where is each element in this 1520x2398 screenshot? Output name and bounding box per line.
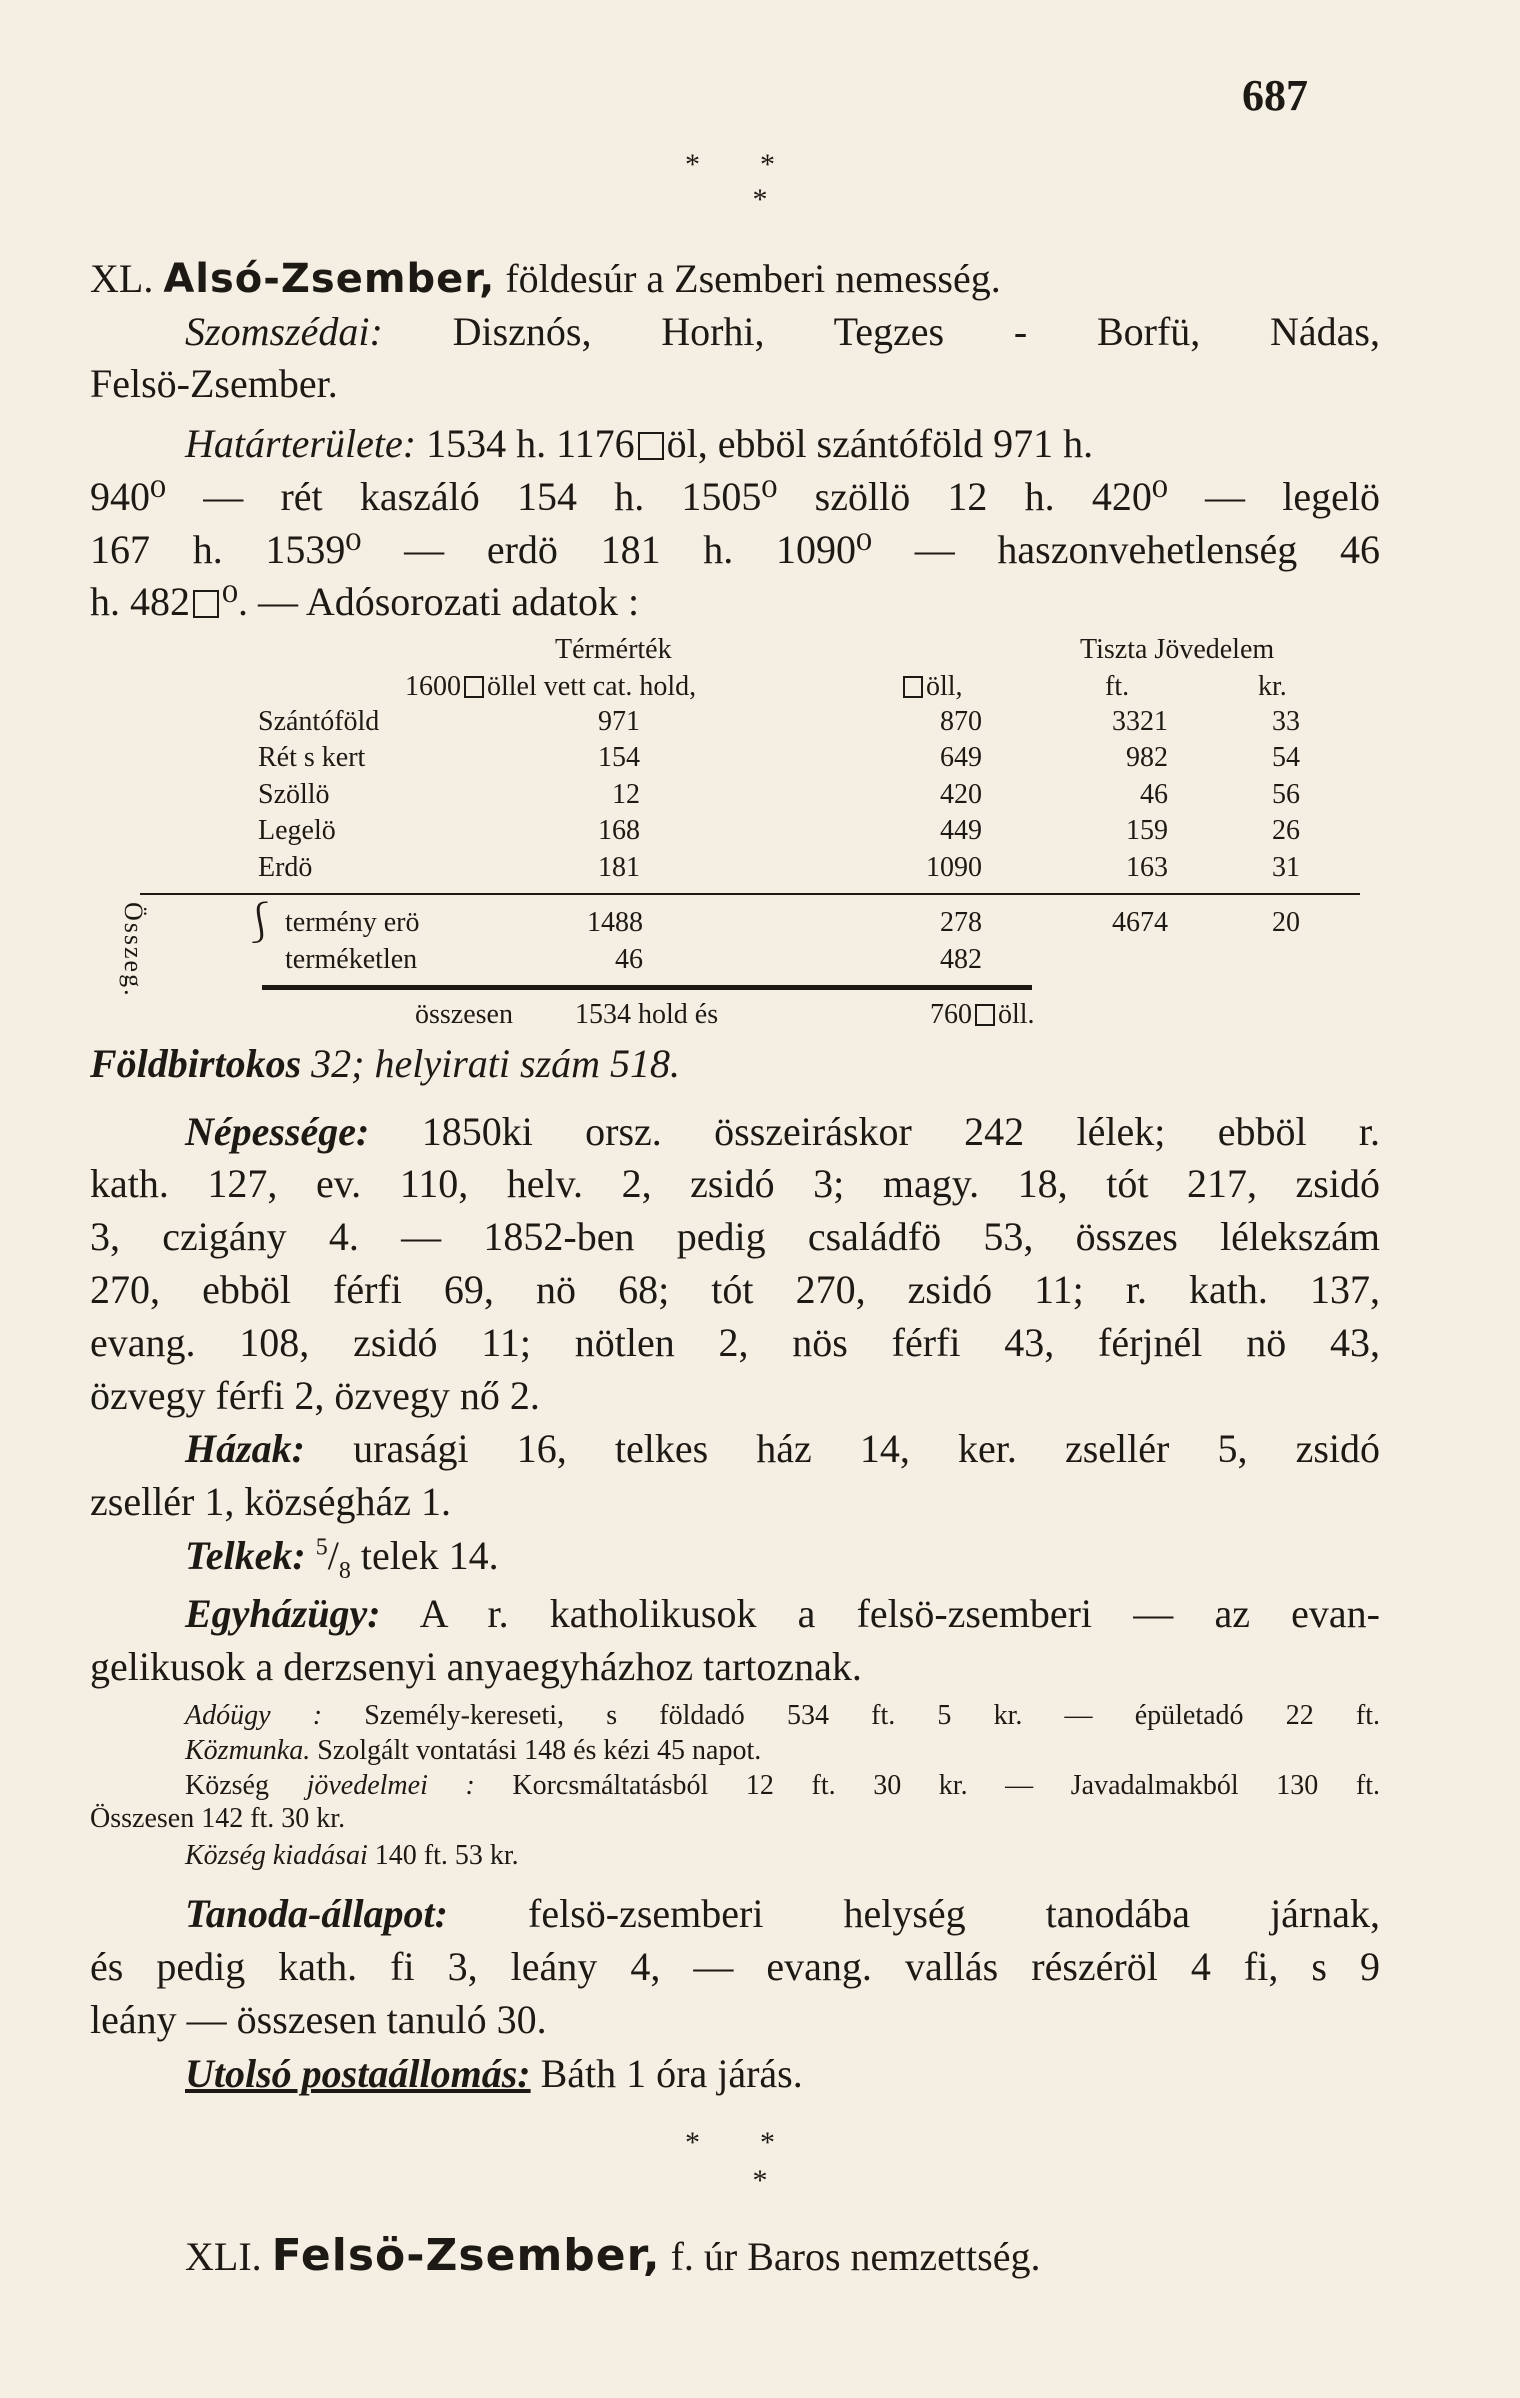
village-income-label-2: jövedelmei : [306, 1770, 475, 1801]
sum-row-label: termény erö [285, 907, 420, 938]
table-cell-ol: 420 [940, 779, 982, 810]
table-row-label: Erdö [258, 852, 313, 883]
landowners-line [90, 1040, 1380, 1088]
table-subhead [405, 672, 696, 702]
table-row-label: Szántóföld [258, 706, 380, 737]
post-office-label: Utolsó postaállomás: [185, 2051, 531, 2096]
table-cell-hold: 181 [598, 852, 640, 883]
population-line-6: özvegy férfi 2, özvegy nő 2. [90, 1373, 540, 1418]
page-number: 687 [1242, 71, 1308, 120]
sum-cell-ol: 482 [940, 944, 982, 975]
total-ol-unit: öll. [998, 999, 1035, 1030]
total-ol-value: 760 [930, 999, 972, 1030]
sum-cell-ol: 278 [940, 907, 982, 938]
school-line-1 [185, 1890, 1380, 1938]
subhead-text: öllel vett cat. hold, [487, 671, 697, 702]
houses-text: urasági 16, telkes ház 14, ker. zsellér 5, zsidó [353, 1426, 1381, 1471]
sum-row-label: terméketlen [285, 944, 418, 975]
area-line-2: 940⁰ — rét kaszáló 154 h. 1505⁰ szöllö 12 h. 420⁰ — legelö [90, 474, 1380, 519]
village-expense-text: 140 ft. 53 kr. [374, 1840, 519, 1871]
houses-line-2: zsellér 1, községház 1. [90, 1479, 451, 1524]
star-glyph: * [760, 148, 835, 181]
star-glyph: * [685, 148, 760, 181]
star-glyph: * [752, 2164, 768, 2197]
area-line-4 [90, 578, 1380, 626]
table-cell-ft: 159 [1126, 815, 1168, 846]
ornament-star-center-bottom [0, 2166, 1520, 2196]
ornament-stars-bottom [0, 2128, 1520, 2158]
section-number: XL. [90, 256, 154, 301]
area-text: ⁰. — Adósorozati adatok : [222, 579, 640, 624]
sum-side-label: Összeg. [119, 902, 148, 998]
population-line-2: kath. 127, ev. 110, helv. 2, zsidó 3; magy. 18, tót 217, zsidó [90, 1161, 1380, 1206]
table-cell-hold: 12 [612, 779, 640, 810]
church-text: A r. katholikusok a felsö-zsemberi — az evan- [419, 1591, 1380, 1636]
star-glyph: * [752, 183, 768, 216]
village-income-line [185, 1770, 1380, 1802]
population-label: Népessége: [185, 1109, 370, 1154]
public-work-label: Közmunka. [185, 1735, 311, 1766]
area-label: Határterülete: [185, 421, 417, 466]
table-subhead-ol [900, 672, 963, 702]
school-line-2: és pedig kath. fi 3, leány 4, — evang. vallás részéröl 4 fi, s 9 [90, 1944, 1380, 1989]
neighbors-label: Szomszédai: [185, 309, 383, 354]
plots-text: telek 14. [360, 1533, 499, 1578]
table-cell-kr: 31 [1272, 852, 1300, 883]
table-cell-ft: 982 [1126, 742, 1168, 773]
area-text: öl, ebböl szántóföld 971 h. [666, 421, 1094, 466]
table-cell-kr: 56 [1272, 779, 1300, 810]
sum-cell-hold: 1488 [587, 907, 643, 938]
table-subhead-ft: ft. [1105, 671, 1130, 702]
area-text: h. 482 [90, 579, 190, 624]
tax-label: Adóügy : [185, 1700, 323, 1731]
total-ol [930, 1000, 1035, 1030]
fraction-numerator: 5 [315, 1534, 328, 1561]
population-line-5: evang. 108, zsidó 11; nötlen 2, nös férfi 43, férjnél nö 43, [90, 1320, 1380, 1365]
tax-text: Személy-kereseti, s földadó 534 ft. 5 kr. — épületadó 22 ft. [364, 1700, 1381, 1731]
area-line-1 [185, 420, 1380, 468]
table-cell-kr: 54 [1272, 742, 1300, 773]
tax-line [185, 1700, 1380, 1732]
square-fathom-icon [193, 590, 219, 618]
table-cell-ft: 46 [1140, 779, 1168, 810]
neighbors-line-2: Felsö-Zsember. [90, 361, 338, 406]
neighbors-line [185, 308, 1380, 356]
star-glyph: * [760, 2126, 835, 2159]
table-row-label: Szöllö [258, 779, 330, 810]
brace-glyph: ⎰ [240, 900, 280, 945]
public-work-text: Szolgált vontatási 148 és kézi 45 napot. [317, 1735, 762, 1766]
table-cell-kr: 33 [1272, 706, 1300, 737]
village-expense-line [185, 1840, 1380, 1872]
table-cell-ol: 870 [940, 706, 982, 737]
school-text: felsö-zsemberi helység tanodába járnak, [528, 1891, 1381, 1936]
total-label: összesen [415, 999, 513, 1030]
fraction-denominator: 8 [338, 1558, 351, 1584]
houses-label: Házak: [185, 1426, 305, 1471]
table-cell-hold: 971 [598, 706, 640, 737]
table-row-label: Legelö [258, 815, 336, 846]
table-cell-ol: 449 [940, 815, 982, 846]
square-fathom-icon [975, 1004, 995, 1026]
village-name: Alsó-Zsember, [163, 256, 496, 302]
subhead-text: öll, [926, 671, 963, 702]
table-cell-hold: 154 [598, 742, 640, 773]
population-line-4: 270, ebböl férfi 69, nö 68; tót 270, zsidó 11; r. kath. 137, [90, 1267, 1380, 1312]
star-glyph: * [685, 2126, 760, 2159]
village-income-text: Korcsmáltatásból 12 ft. 30 kr. — Javadalmakból 130 ft. [512, 1770, 1380, 1801]
total-value: 1534 hold és [575, 999, 719, 1030]
table-head-area: Térmérték [555, 634, 672, 665]
school-label: Tanoda-állapot: [185, 1891, 448, 1936]
sum-underline [262, 985, 1032, 990]
subhead-number: 1600 [405, 671, 461, 702]
village-expense-label: Község kiadásai [185, 1840, 368, 1871]
table-cell-ft: 3321 [1112, 706, 1168, 737]
table-cell-ol: 1090 [926, 852, 982, 883]
sum-cell-kr: 20 [1272, 907, 1300, 938]
owner-text: f. úr Baros nemzettség. [670, 2234, 1041, 2279]
houses-line-1 [185, 1425, 1380, 1473]
table-subhead-kr: kr. [1258, 671, 1287, 702]
section-number: XLI. [185, 2234, 262, 2279]
ornament-stars-top [0, 150, 1520, 180]
landowners-text: 32; helyirati szám 518. [311, 1041, 681, 1086]
square-fathom-icon [464, 676, 484, 698]
plots-line [185, 1532, 1380, 1595]
church-label: Egyházügy: [185, 1591, 381, 1636]
table-cell-kr: 26 [1272, 815, 1300, 846]
table-divider [140, 893, 1360, 895]
population-line-1 [185, 1108, 1380, 1156]
population-line-3: 3, czigány 4. — 1852-ben pedig családfö 53, összes lélekszám [90, 1214, 1380, 1259]
plots-label: Telkek: [185, 1533, 306, 1578]
sum-cell-ft: 4674 [1112, 907, 1168, 938]
public-work-line [185, 1735, 1380, 1767]
population-text: 1850ki orsz. összeiráskor 242 lélek; ebböl r. [421, 1109, 1381, 1154]
square-fathom-icon [638, 432, 664, 460]
village-income-total: Összesen 142 ft. 30 kr. [90, 1803, 346, 1834]
neighbors-text: Disznós, Horhi, Tegzes - Borfü, Nádas, [452, 309, 1380, 354]
owner-text: földesúr a Zsemberi nemesség. [505, 256, 1001, 301]
ornament-star-center [0, 185, 1520, 215]
landowners-label: Földbirtokos [90, 1041, 302, 1086]
area-line-3: 167 h. 1539⁰ — erdö 181 h. 1090⁰ — haszonvehetlenség 46 [90, 527, 1380, 572]
church-line-1 [185, 1590, 1380, 1638]
section-heading-41 [185, 2232, 1380, 2281]
school-line-3: leány — összesen tanuló 30. [90, 1997, 547, 2042]
square-fathom-icon [903, 676, 923, 698]
village-name: Felsö-Zsember, [271, 2230, 661, 2281]
section-heading-40 [90, 255, 1380, 303]
post-office-text: Báth 1 óra járás. [540, 2051, 803, 2096]
table-head-income: Tiszta Jövedelem [1080, 634, 1275, 665]
church-line-2: gelikusok a derzsenyi anyaegyházhoz tartoznak. [90, 1644, 862, 1689]
table-row-label: Rét s kert [258, 742, 366, 773]
area-value: 1534 h. 1176 [426, 421, 635, 466]
village-income-label: Község [185, 1770, 269, 1801]
table-cell-hold: 168 [598, 815, 640, 846]
table-cell-ft: 163 [1126, 852, 1168, 883]
sum-cell-hold: 46 [615, 944, 643, 975]
table-cell-ol: 649 [940, 742, 982, 773]
post-office-line [185, 2050, 1380, 2098]
plots-fraction: $^5/_8$ [315, 1533, 351, 1584]
